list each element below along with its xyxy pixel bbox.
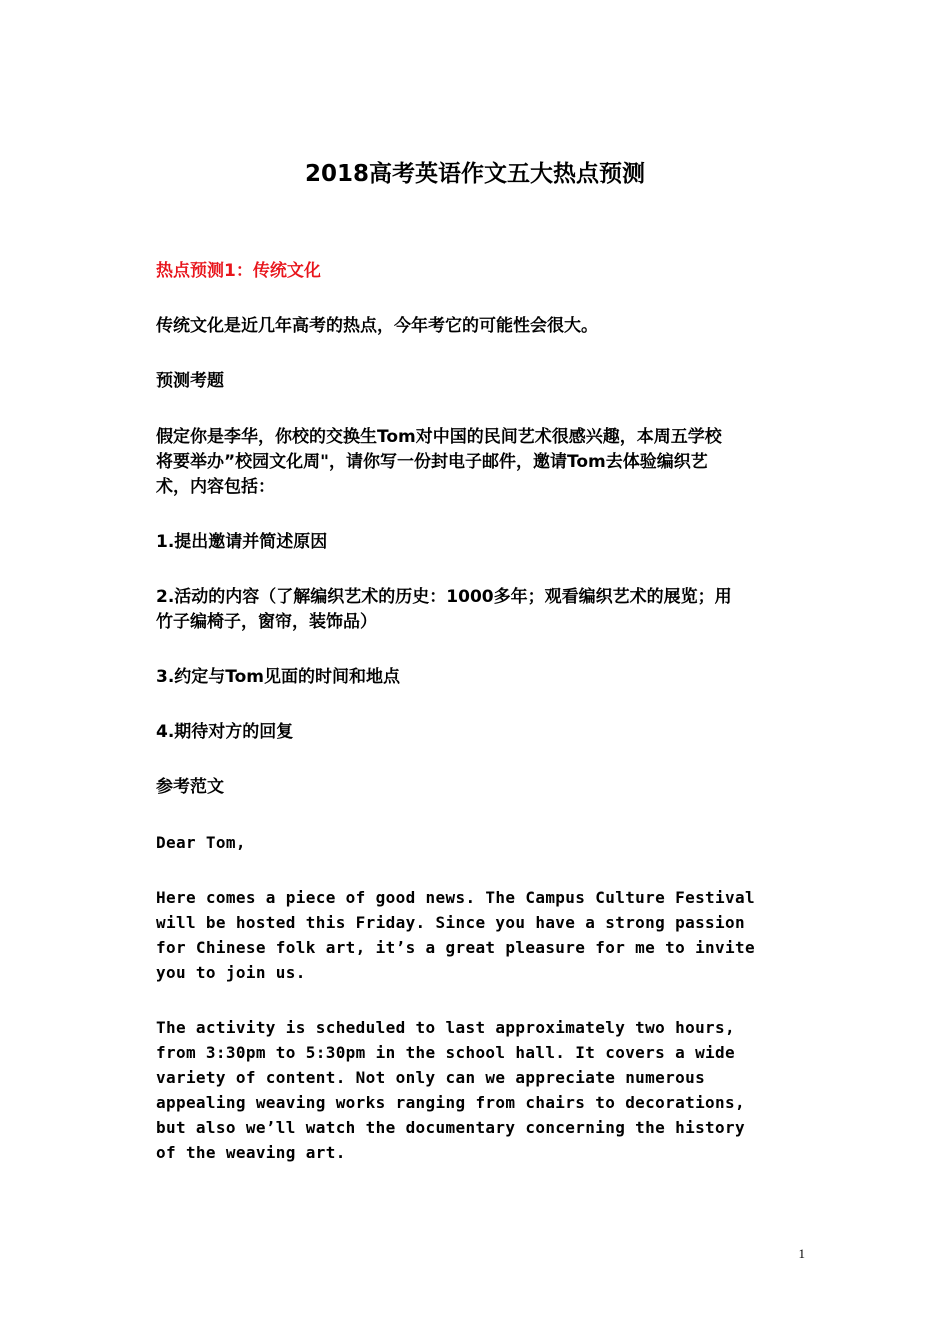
point-line: 竹子编椅子，窗帘，装饰品） [156, 612, 377, 632]
point-line: 3.约定与Tom见面的时间和地点 [156, 667, 401, 687]
point-line: 1.提出邀请并简述原因 [156, 532, 328, 552]
essay-paragraph-1 [156, 885, 796, 985]
prompt-line: 术，内容包括： [156, 477, 275, 497]
page-title: 2018高考英语作文五大热点预测 [304, 161, 645, 187]
prompt-line: 假定你是李华，你校的交换生Tom对中国的民间艺术很感兴趣，本周五学校 [156, 427, 722, 447]
essay-line: of the weaving art. [156, 1143, 346, 1162]
point-line: 2.活动的内容（了解编织艺术的历史：1000多年；观看编织艺术的展览；用 [156, 587, 732, 607]
essay-line: Here comes a piece of good news. The Campus Culture Festival [156, 888, 755, 907]
essay-line: you to join us. [156, 963, 306, 982]
prompt-text [156, 425, 796, 500]
page-number: 1 [798, 1246, 805, 1261]
essay-line: will be hosted this Friday. Since you have a strong passion [156, 913, 745, 932]
point-line: 4.期待对方的回复 [156, 722, 294, 742]
essay-line: from 3:30pm to 5:30pm in the school hall. It covers a wide [156, 1043, 736, 1062]
essay-line: The activity is scheduled to last approximately two hours, [156, 1018, 736, 1037]
essay-line: variety of content. Not only can we appreciate numerous [156, 1068, 706, 1087]
prompt-line: 将要举办”校园文化周"，请你写一份封电子邮件，邀请Tom去体验编织艺 [156, 452, 708, 472]
topic-label: 预测考题 [156, 371, 224, 391]
essay-line: for Chinese folk art, it’s a great pleasure for me to invite [156, 938, 755, 957]
point-item [156, 665, 796, 690]
salutation: Dear Tom, [156, 833, 246, 852]
essay-line: appealing weaving works ranging from chairs to decorations, [156, 1093, 745, 1112]
section-heading: 热点预测1：传统文化 [156, 261, 321, 281]
essay-line: but also we’ll watch the documentary concerning the history [156, 1118, 745, 1137]
sample-label: 参考范文 [156, 777, 224, 797]
essay-paragraph-2 [156, 1015, 796, 1165]
intro-text: 传统文化是近几年高考的热点，今年考它的可能性会很大。 [156, 316, 598, 336]
point-item [156, 530, 796, 555]
point-item [156, 720, 796, 745]
point-item [156, 585, 796, 635]
